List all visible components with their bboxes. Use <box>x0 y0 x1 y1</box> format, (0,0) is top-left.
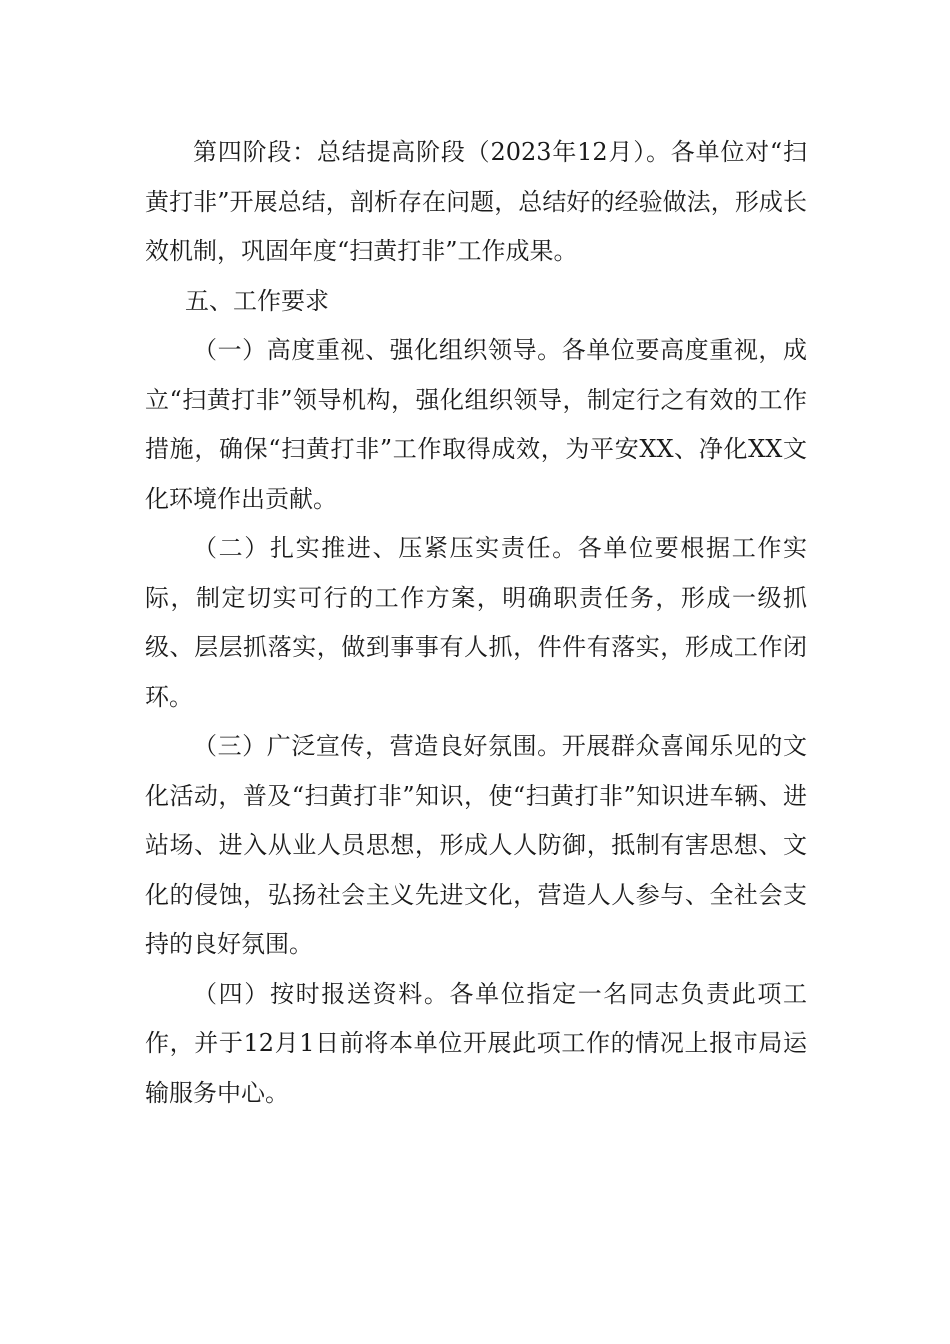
paragraph-requirement-two: （二）扎实推进、压紧压实责任。各单位要根据工作实际，制定切实可行的工作方案，明确职责任务，形成一级抓级、层层抓落实，做到事事有人抓，件件有落实，形成工作闭环。 <box>145 534 807 711</box>
paragraph-requirement-three: （三）广泛宣传，营造良好氛围。开展群众喜闻乐见的文化活动，普及“扫黄打非”知识，使“扫黄打非”知识进车辆、进站场、进入从业人员思想，形成人人防御，抵制有害思想、文化的侵蚀，弘扬社会主义先进文化，营造人人参与、全社会支持的良好氛围。 <box>145 732 807 958</box>
section-heading-requirements: 五、工作要求 <box>185 286 329 315</box>
paragraph-requirement-one: （一）高度重视、强化组织领导。各单位要高度重视，成立“扫黄打非”领导机构，强化组织领导，制定行之有效的工作措施，确保“扫黄打非”工作取得成效，为平安XX、净化XX文化环境作出贡献。 <box>145 336 807 513</box>
paragraph-requirement-four: （四）按时报送资料。各单位指定一名同志负责此项工作，并于12月1日前将本单位开展此项工作的情况上报市局运输服务中心。 <box>145 979 807 1107</box>
paragraph-stage-four: 第四阶段：总结提高阶段（2023年12月）。各单位对“扫黄打非”开展总结，剖析存在问题，总结好的经验做法，形成长效机制，巩固年度“扫黄打非”工作成果。 <box>145 138 807 265</box>
document-body <box>145 128 807 1118</box>
